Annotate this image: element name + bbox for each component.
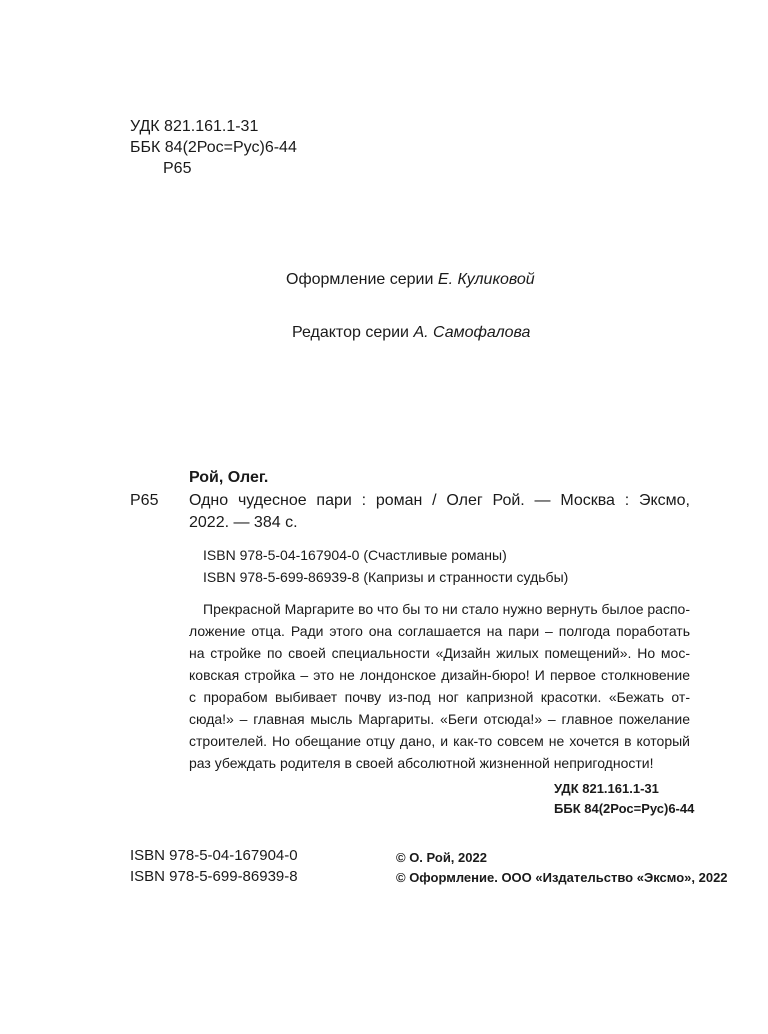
udk-code: УДК 821.161.1-31 [130, 118, 259, 135]
catalog-title-line-2: 2022. — 384 с. [189, 514, 298, 531]
annotation-line: сюда!» – главная мысль Маргариты. «Беги отсюда!» – главное пожелание [189, 711, 690, 727]
copyright-author: © О. Рой, 2022 [396, 850, 487, 865]
series-editor-label: Редактор серии [292, 324, 409, 341]
catalog-author: Рой, Олег. [189, 469, 269, 486]
bbk-code-bold: ББК 84(2Рос=Рус)6-44 [554, 801, 695, 816]
catalog-isbn-2: ISBN 978-5-699-86939-8 (Капризы и странности судьбы) [203, 569, 569, 585]
annotation-line: раз убеждать родителя в своей абсолютной жизненной непригодности! [189, 755, 654, 771]
annotation-line: ковская стройка – это не лондонское дизайн-бюро! И первое столкновение [189, 667, 690, 683]
series-editor-credit [292, 324, 530, 342]
series-design-name: Е. Куликовой [437, 271, 535, 288]
footer-isbn-1: ISBN 978-5-04-167904-0 [130, 847, 298, 864]
series-editor-name: А. Самофалова [413, 324, 531, 341]
udk-code-bold: УДК 821.161.1-31 [554, 781, 659, 796]
bbk-code: ББК 84(2Рос=Рус)6-44 [130, 139, 297, 156]
annotation-line: ложение отца. Ради этого она соглашается на пари – полгода поработать [189, 623, 690, 639]
series-design-credit [286, 271, 535, 289]
annotation-line: на стройке по своей специальности «Дизайн жилых помещений». Но мос- [189, 645, 690, 661]
catalog-title-line-1: Одно чудесное пари : роман / Олег Рой. — Москва : Эксмо, [189, 492, 690, 509]
catalog-isbn-1: ISBN 978-5-04-167904-0 (Счастливые романы) [203, 547, 507, 563]
annotation-line: с прорабом выбивает почву из-под ног капризной красотки. «Бежать от- [189, 689, 690, 705]
series-design-label: Оформление серии [286, 271, 434, 288]
annotation-line: строителей. Но обещание отцу дано, и как-то совсем не хочется в который [189, 733, 690, 749]
catalog-mark: Р65 [130, 492, 159, 509]
author-mark: Р65 [163, 160, 192, 177]
copyright-publisher: © Оформление. ООО «Издательство «Эксмо», 2022 [396, 870, 728, 885]
annotation-line: Прекрасной Маргарите во что бы то ни стало нужно вернуть былое распо- [203, 601, 690, 617]
footer-isbn-2: ISBN 978-5-699-86939-8 [130, 868, 298, 885]
